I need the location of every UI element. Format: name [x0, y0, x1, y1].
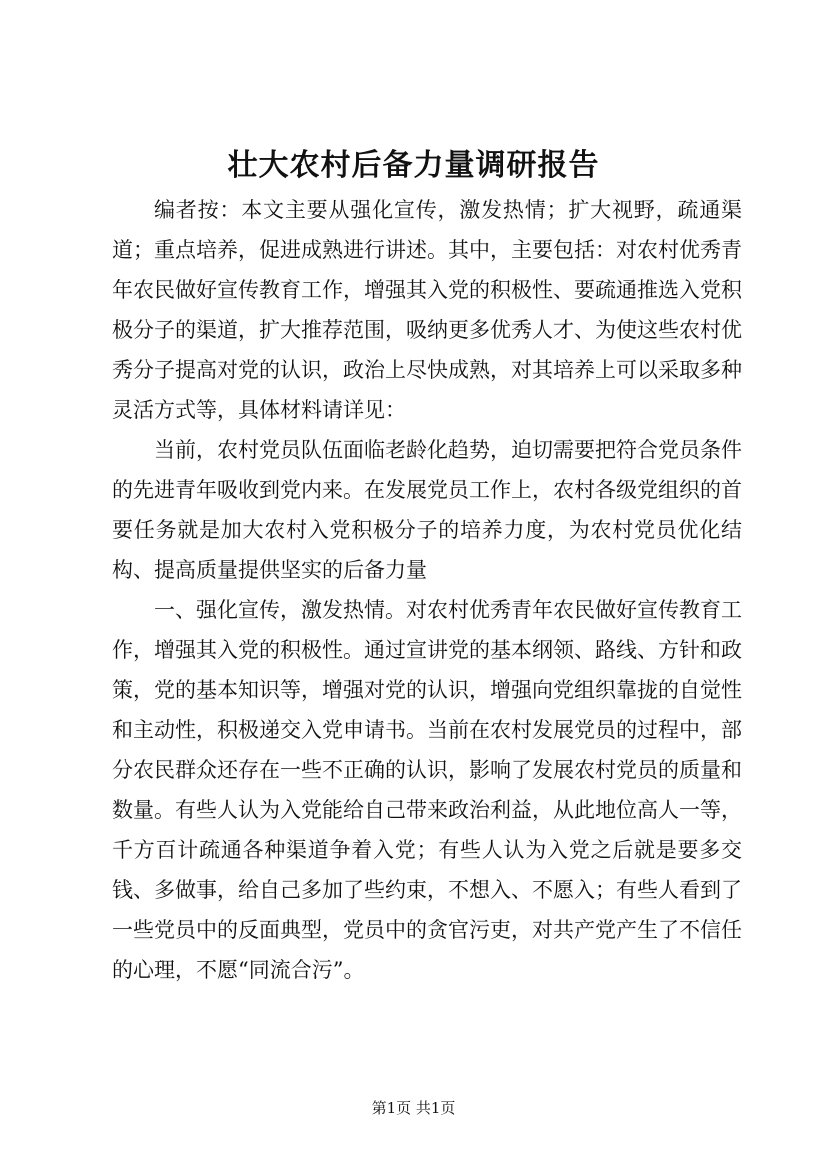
paragraph-editor-note: 编者按：本文主要从强化宣传，激发热情；扩大视野，疏通渠道；重点培养，促进成熟进行讲述。其中，主要包括：对农村优秀青年农民做好宣传教育工作，增强其入党的积极性、要疏通推选入党积极分子的渠道，扩大推荐范围，吸纳更多优秀人才、为使这些农村优秀分子提高对党的认识，政治上尽快成熟，对其培养上可以采取多种灵活方式等，具体材料请详见： — [112, 198, 742, 422]
paragraph-current-situation: 当前，农村党员队伍面临老龄化趋势，迫切需要把符合党员条件的先进青年吸收到党内来。在发展党员工作上，农村各级党组织的首要任务就是加大农村入党积极分子的培养力度，为农村党员优化结构、提高质量提供坚实的后备力量 — [112, 438, 742, 582]
document-body — [112, 190, 742, 990]
paragraph-section-one: 一、强化宣传，激发热情。对农村优秀青年农民做好宣传教育工作，增强其入党的积极性。通过宣讲党的基本纲领、路线、方针和政策，党的基本知识等，增强对党的认识，增强向党组织靠拢的自觉性和主动性，积极递交入党申请书。当前在农村发展党员的过程中，部分农民群众还存在一些不正确的认识，影响了发展农村党员的质量和数量。有些人认为入党能给自己带来政治利益，从此地位高人一等，千方百计疏通各种渠道争着入党；有些人认为入党之后就是要多交钱、多做事，给自己多加了些约束，不想入、不愿入；有些人看到了一些党员中的反面典型，党员中的贪官污吏，对共产党产生了不信任的心理，不愿“同流合污”。 — [112, 598, 742, 982]
document-title: 壮大农村后备力量调研报告 — [227, 148, 600, 183]
page-footer: 第1页 共1页 — [371, 1099, 456, 1117]
